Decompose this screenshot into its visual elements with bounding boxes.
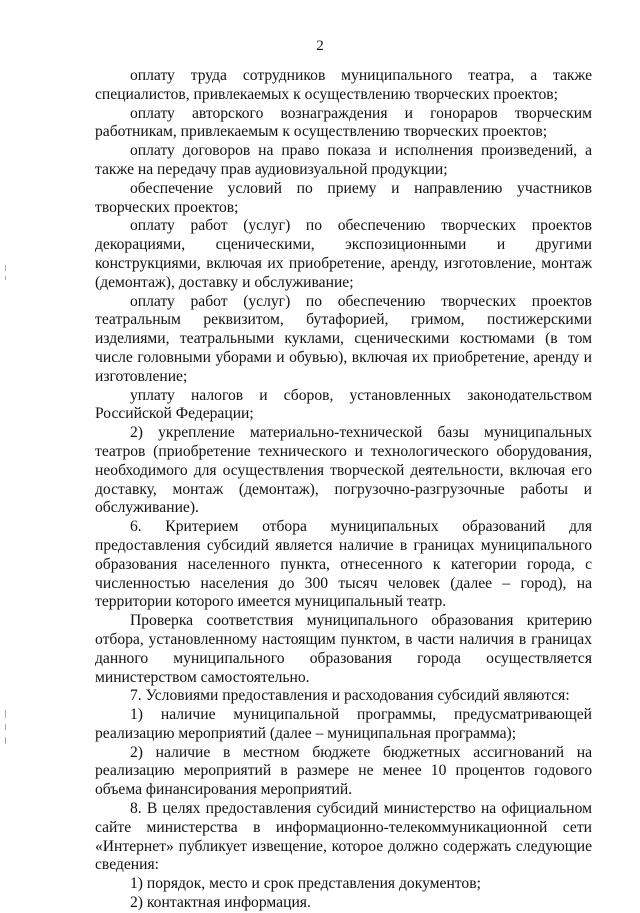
paragraph: 1) порядок, место и срок представления документов; (130, 875, 481, 893)
paragraph: 2) наличие в местном бюджете бюджетных ассигнований на реализацию мероприятий в размере не менее 10 процентов годового объема финансирования мероприятий. (95, 743, 592, 799)
paragraph: 2) контактная информация. (130, 894, 311, 912)
paragraph: оплату работ (услуг) по обеспечению творческих проектов театральным реквизитом, бутафорией, гримом, постижерскими изделиями, театральными куклами, сценическими костюмами (в том числе головными уборами и обувью), включая их приобретение, аренду и изготовление; (95, 292, 592, 385)
paragraph: оплату работ (услуг) по обеспечению творческих проектов декорациями, сценическими, экспозиционными и другими конструкциями, включая их приобретение, аренду, изготовление, монтаж (демонтаж), доставку и обслуживание; (95, 217, 592, 291)
paragraph: оплату договоров на право показа и исполнения произведений, а также на передачу прав аудиовизуальной продукции; (95, 142, 592, 178)
paragraph: 1) наличие муниципальной программы, предусматривающей реализацию мероприятий (далее – муниципальная программа); (95, 706, 592, 742)
paragraph: оплату авторского вознаграждения и гонораров творческим работникам, привлекаемым к осуществлению творческих проектов; (95, 104, 592, 141)
paragraph: 8. В целях предоставления субсидий министерство на официальном сайте министерства в информационно-телекоммуникационной сети «Интернет» публикует извещение, которое должно содержать следующие сведения: (95, 800, 592, 874)
page-number: 2 (316, 38, 324, 54)
paragraph: оплату труда сотрудников муниципального театра, а также специалистов, привлекаемых к осуществлению творческих проектов; (95, 67, 592, 103)
paragraph: уплату налогов и сборов, установленных законодательством Российской Федерации; (95, 386, 592, 423)
paragraph: Проверка соответствия муниципального образования критерию отбора, установленному настоящим пунктом, в части наличия в границах данного муниципального образования города осуществляется министерством самостоятельно. (95, 612, 592, 686)
paragraph: 2) укрепление материально-технической базы муниципальных театров (приобретение технического и технологического оборудования, необходимого для осуществления творческой деятельности, включая его доставку, монтаж (демонтаж), погрузочно-разгрузочные работы и обслуживание). (95, 424, 592, 517)
margin-scan-marks (0, 0, 20, 905)
paragraph: 7. Условиями предоставления и расходования субсидий являются: (130, 687, 570, 705)
document-body (95, 67, 592, 913)
paragraph: 6. Критерием отбора муниципальных образований для предоставления субсидий является наличие в границах муниципального образования населенного пункта, отнесенного к категории города, с численностью населения до 300 тысяч человек (далее – город), на территории которого имеется муниципальный театр. (95, 518, 592, 611)
paragraph: обеспечение условий по приему и направлению участников творческих проектов; (95, 179, 592, 216)
